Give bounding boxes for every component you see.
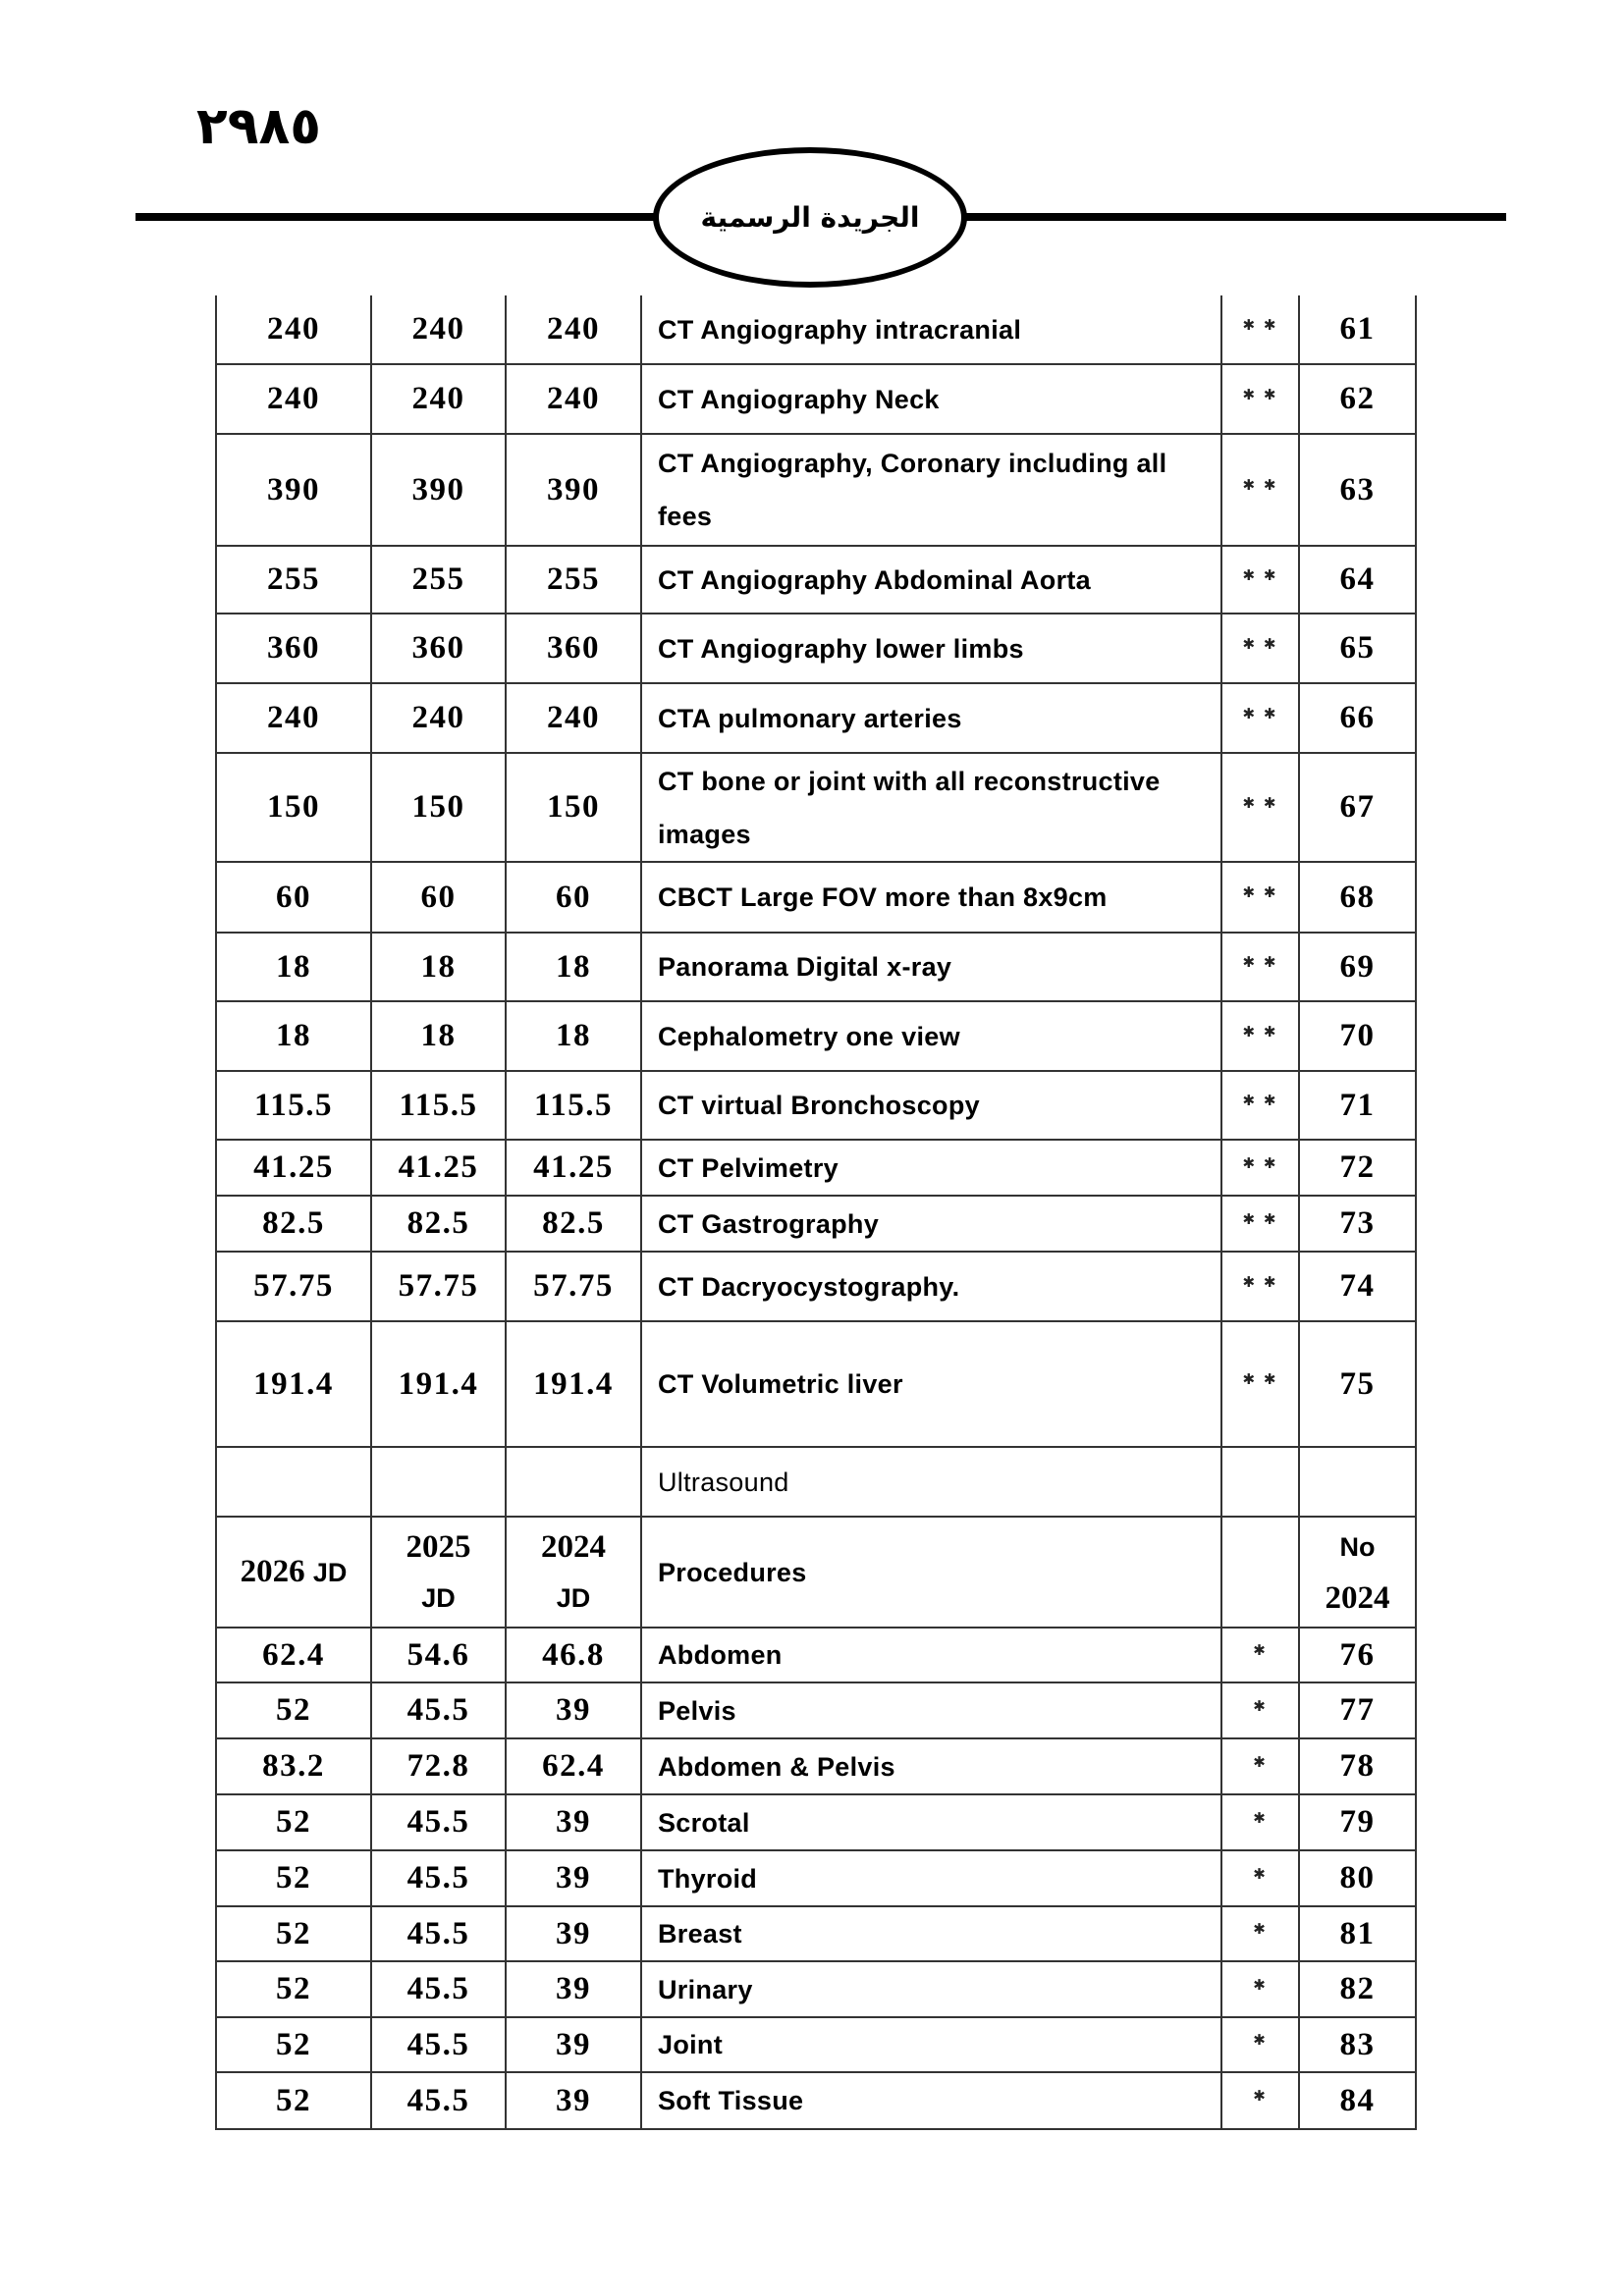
procedure-cell: Cephalometry one view [641, 1001, 1221, 1071]
number-cell: 62 [1299, 364, 1416, 434]
column-header-row [216, 1517, 1416, 1628]
number-cell: 78 [1299, 1738, 1416, 1794]
table-row [216, 1682, 1416, 1738]
header-mark [1221, 1517, 1299, 1628]
number-cell: 71 [1299, 1071, 1416, 1140]
fee-2025-cell: 54.6 [371, 1628, 506, 1682]
asterisk-mark: ✱ ✱ [1242, 1092, 1278, 1109]
table-row [216, 1961, 1416, 2017]
mark-cell [1221, 1196, 1299, 1252]
table-row [216, 1906, 1416, 1961]
mark-cell [1221, 434, 1299, 546]
fee-2025-cell: 18 [371, 1001, 506, 1071]
empty-cell [1299, 1447, 1416, 1517]
fee-2024-cell: 62.4 [506, 1738, 641, 1794]
table-row [216, 683, 1416, 753]
fee-2025-cell: 45.5 [371, 1961, 506, 2017]
fee-2026-cell: 83.2 [216, 1738, 371, 1794]
mark-cell [1221, 1682, 1299, 1738]
fee-2024-cell: 39 [506, 1961, 641, 2017]
mark-cell [1221, 1252, 1299, 1321]
procedure-cell: Abdomen & Pelvis [641, 1738, 1221, 1794]
fee-2024-cell: 39 [506, 2072, 641, 2129]
asterisk-mark: ✱ ✱ [1242, 1272, 1278, 1291]
procedure-cell: CT Volumetric liver [641, 1321, 1221, 1447]
fee-2026-cell: 240 [216, 683, 371, 753]
fee-2024-cell: 18 [506, 1001, 641, 1071]
fee-2026-cell: 18 [216, 933, 371, 1001]
asterisk-mark: ✱ ✱ [1242, 793, 1278, 812]
fee-2024-cell: 18 [506, 933, 641, 1001]
mark-cell [1221, 933, 1299, 1001]
mark-cell [1221, 2072, 1299, 2129]
procedure-cell: Joint [641, 2017, 1221, 2072]
header-no-label: No [1339, 1531, 1376, 1562]
number-cell: 75 [1299, 1321, 1416, 1447]
fee-2025-cell: 45.5 [371, 2072, 506, 2129]
number-cell: 69 [1299, 933, 1416, 1001]
table-row [216, 1001, 1416, 1071]
empty-cell [371, 1447, 506, 1517]
procedure-cell: Breast [641, 1906, 1221, 1961]
fee-2024-cell: 255 [506, 546, 641, 614]
procedure-cell: CT Angiography intracranial [641, 295, 1221, 364]
table-row [216, 2017, 1416, 2072]
fee-2024-cell: 39 [506, 1906, 641, 1961]
fee-2026-cell: 62.4 [216, 1628, 371, 1682]
header-fee-2026-unit: JD [312, 1558, 348, 1587]
fee-2026-cell: 52 [216, 1906, 371, 1961]
fee-2026-cell: 82.5 [216, 1196, 371, 1252]
asterisk-mark: ✱ [1253, 2087, 1268, 2105]
mark-cell [1221, 1794, 1299, 1850]
table-row [216, 295, 1416, 364]
fee-2025-cell: 45.5 [371, 2017, 506, 2072]
number-cell: 72 [1299, 1140, 1416, 1196]
fee-2025-cell: 72.8 [371, 1738, 506, 1794]
number-cell: 67 [1299, 753, 1416, 862]
fee-2026-cell: 360 [216, 614, 371, 683]
procedure-cell: Pelvis [641, 1682, 1221, 1738]
fee-2025-cell: 45.5 [371, 1794, 506, 1850]
empty-cell [1221, 1447, 1299, 1517]
fee-2026-cell: 60 [216, 862, 371, 933]
asterisk-mark: ✱ ✱ [1242, 1022, 1278, 1041]
fee-2025-cell: 255 [371, 546, 506, 614]
section-title-row [216, 1447, 1416, 1517]
header-fee-2025 [371, 1517, 506, 1628]
fee-2024-cell: 360 [506, 614, 641, 683]
header-no-year: 2024 [1325, 1579, 1390, 1616]
fee-2026-cell: 115.5 [216, 1071, 371, 1140]
header-fee-2026-year: 2026 [240, 1554, 305, 1589]
fee-2024-cell: 39 [506, 1850, 641, 1906]
fee-2026-cell: 52 [216, 1682, 371, 1738]
asterisk-mark: ✱ ✱ [1242, 565, 1278, 584]
gazette-title: الجريدة الرسمية [700, 201, 920, 234]
table-row [216, 1196, 1416, 1252]
mark-cell [1221, 2017, 1299, 2072]
procedure-cell: Thyroid [641, 1850, 1221, 1906]
asterisk-mark: ✱ [1253, 1641, 1268, 1659]
fee-2025-cell: 240 [371, 364, 506, 434]
procedure-cell: CT virtual Bronchoscopy [641, 1071, 1221, 1140]
number-cell: 66 [1299, 683, 1416, 753]
header-fee-2024 [506, 1517, 641, 1628]
table-row [216, 862, 1416, 933]
table-row [216, 614, 1416, 683]
header-rule-left [135, 213, 658, 221]
mark-cell [1221, 1001, 1299, 1071]
asterisk-mark: ✱ ✱ [1242, 634, 1278, 653]
number-cell: 81 [1299, 1906, 1416, 1961]
fee-2026-cell: 57.75 [216, 1252, 371, 1321]
fee-2025-cell: 45.5 [371, 1682, 506, 1738]
table-row [216, 1628, 1416, 1682]
fee-2025-cell: 82.5 [371, 1196, 506, 1252]
header-fee-2025-year: 2025 [406, 1528, 471, 1565]
fee-2026-cell: 52 [216, 1850, 371, 1906]
table-row [216, 753, 1416, 862]
mark-cell [1221, 683, 1299, 753]
table-row [216, 1738, 1416, 1794]
fee-2026-cell: 18 [216, 1001, 371, 1071]
fee-2025-cell: 360 [371, 614, 506, 683]
fee-2024-cell: 82.5 [506, 1196, 641, 1252]
fee-2026-cell: 191.4 [216, 1321, 371, 1447]
fee-2026-cell: 52 [216, 2017, 371, 2072]
table-row [216, 434, 1416, 546]
procedure-cell: CT Angiography Neck [641, 364, 1221, 434]
header-fee-2026 [216, 1517, 371, 1628]
table-row [216, 933, 1416, 1001]
asterisk-mark: ✱ [1253, 1696, 1268, 1715]
fee-2025-cell: 240 [371, 295, 506, 364]
fee-2024-cell: 240 [506, 364, 641, 434]
mark-cell [1221, 1628, 1299, 1682]
ct-section [216, 295, 1416, 1447]
asterisk-mark: ✱ [1253, 1920, 1268, 1938]
fee-2026-cell: 41.25 [216, 1140, 371, 1196]
asterisk-mark: ✱ ✱ [1242, 385, 1278, 403]
page-number: ٢٩٨٥ [196, 97, 321, 156]
number-cell: 83 [1299, 2017, 1416, 2072]
fee-2025-cell: 41.25 [371, 1140, 506, 1196]
header-fee-2024-unit: JD [556, 1582, 591, 1613]
table-row [216, 1850, 1416, 1906]
number-cell: 76 [1299, 1628, 1416, 1682]
ultrasound-section [216, 1447, 1416, 1628]
mark-cell [1221, 1321, 1299, 1447]
fee-2025-cell: 390 [371, 434, 506, 546]
fee-2025-cell: 191.4 [371, 1321, 506, 1447]
fee-2026-cell: 390 [216, 434, 371, 546]
number-cell: 64 [1299, 546, 1416, 614]
number-cell: 63 [1299, 434, 1416, 546]
fee-2024-cell: 60 [506, 862, 641, 933]
asterisk-mark: ✱ [1253, 1864, 1268, 1883]
asterisk-mark: ✱ ✱ [1242, 1209, 1278, 1228]
empty-cell [216, 1447, 371, 1517]
procedure-cell: Urinary [641, 1961, 1221, 2017]
header-no [1299, 1517, 1416, 1628]
number-cell: 82 [1299, 1961, 1416, 2017]
procedure-cell: CT Angiography Abdominal Aorta [641, 546, 1221, 614]
number-cell: 84 [1299, 2072, 1416, 2129]
procedure-cell: CT Angiography, Coronary including all fees [641, 434, 1221, 546]
fee-2026-cell: 255 [216, 546, 371, 614]
fee-2024-cell: 240 [506, 295, 641, 364]
procedure-cell: Soft Tissue [641, 2072, 1221, 2129]
fee-2025-cell: 115.5 [371, 1071, 506, 1140]
header-fee-2025-unit: JD [421, 1582, 456, 1613]
procedure-cell: CT Pelvimetry [641, 1140, 1221, 1196]
fee-2025-cell: 45.5 [371, 1850, 506, 1906]
fee-2026-cell: 240 [216, 364, 371, 434]
table-row [216, 1252, 1416, 1321]
fee-2024-cell: 39 [506, 2017, 641, 2072]
procedure-cell: Panorama Digital x-ray [641, 933, 1221, 1001]
fee-2026-cell: 52 [216, 2072, 371, 2129]
fee-2024-cell: 191.4 [506, 1321, 641, 1447]
number-cell: 73 [1299, 1196, 1416, 1252]
mark-cell [1221, 1961, 1299, 2017]
number-cell: 61 [1299, 295, 1416, 364]
table-row [216, 546, 1416, 614]
fee-2024-cell: 41.25 [506, 1140, 641, 1196]
asterisk-mark: ✱ ✱ [1242, 476, 1278, 494]
asterisk-mark: ✱ [1253, 2031, 1268, 2049]
mark-cell [1221, 546, 1299, 614]
procedure-cell: CBCT Large FOV more than 8x9cm [641, 862, 1221, 933]
fee-2024-cell: 390 [506, 434, 641, 546]
fee-2026-cell: 52 [216, 1961, 371, 2017]
mark-cell [1221, 862, 1299, 933]
mark-cell [1221, 1850, 1299, 1906]
table-row [216, 1140, 1416, 1196]
asterisk-mark: ✱ ✱ [1242, 1370, 1278, 1388]
procedure-cell: CT Gastrography [641, 1196, 1221, 1252]
fee-2025-cell: 150 [371, 753, 506, 862]
asterisk-mark: ✱ [1253, 1752, 1268, 1771]
procedure-cell: CT bone or joint with all reconstructive images [641, 753, 1221, 862]
number-cell: 68 [1299, 862, 1416, 933]
header-rule-right [964, 213, 1506, 221]
section-title: Ultrasound [641, 1447, 1221, 1517]
mark-cell [1221, 614, 1299, 683]
mark-cell [1221, 1738, 1299, 1794]
number-cell: 77 [1299, 1682, 1416, 1738]
fee-2025-cell: 45.5 [371, 1906, 506, 1961]
header-fee-2024-year: 2024 [541, 1528, 606, 1565]
fee-2024-cell: 115.5 [506, 1071, 641, 1140]
asterisk-mark: ✱ ✱ [1242, 704, 1278, 722]
mark-cell [1221, 1140, 1299, 1196]
procedure-cell: CT Dacryocystography. [641, 1252, 1221, 1321]
table-row [216, 1321, 1416, 1447]
asterisk-mark: ✱ ✱ [1242, 315, 1278, 334]
asterisk-mark: ✱ [1253, 1808, 1268, 1827]
fees-table [215, 295, 1417, 2130]
fee-2025-cell: 18 [371, 933, 506, 1001]
mark-cell [1221, 364, 1299, 434]
procedure-cell: CTA pulmonary arteries [641, 683, 1221, 753]
procedure-cell: Abdomen [641, 1628, 1221, 1682]
fee-2025-cell: 240 [371, 683, 506, 753]
fee-2024-cell: 39 [506, 1794, 641, 1850]
table-row [216, 1794, 1416, 1850]
mark-cell [1221, 753, 1299, 862]
fee-2025-cell: 57.75 [371, 1252, 506, 1321]
number-cell: 65 [1299, 614, 1416, 683]
procedure-cell: CT Angiography lower limbs [641, 614, 1221, 683]
fee-2024-cell: 150 [506, 753, 641, 862]
number-cell: 70 [1299, 1001, 1416, 1071]
number-cell: 74 [1299, 1252, 1416, 1321]
table-row [216, 2072, 1416, 2129]
fee-2024-cell: 46.8 [506, 1628, 641, 1682]
mark-cell [1221, 1071, 1299, 1140]
table-row [216, 1071, 1416, 1140]
asterisk-mark: ✱ ✱ [1242, 1153, 1278, 1172]
fee-2026-cell: 52 [216, 1794, 371, 1850]
fee-2024-cell: 39 [506, 1682, 641, 1738]
mark-cell [1221, 295, 1299, 364]
asterisk-mark: ✱ ✱ [1242, 883, 1278, 901]
number-cell: 80 [1299, 1850, 1416, 1906]
empty-cell [506, 1447, 641, 1517]
ultrasound-rows [216, 1628, 1416, 2129]
mark-cell [1221, 1906, 1299, 1961]
fee-2026-cell: 150 [216, 753, 371, 862]
number-cell: 79 [1299, 1794, 1416, 1850]
fee-2025-cell: 60 [371, 862, 506, 933]
fee-2024-cell: 240 [506, 683, 641, 753]
fee-2024-cell: 57.75 [506, 1252, 641, 1321]
fee-2026-cell: 240 [216, 295, 371, 364]
procedure-cell: Scrotal [641, 1794, 1221, 1850]
header-procedures: Procedures [641, 1517, 1221, 1628]
asterisk-mark: ✱ ✱ [1242, 953, 1278, 971]
asterisk-mark: ✱ [1253, 1975, 1268, 1994]
table-row [216, 364, 1416, 434]
